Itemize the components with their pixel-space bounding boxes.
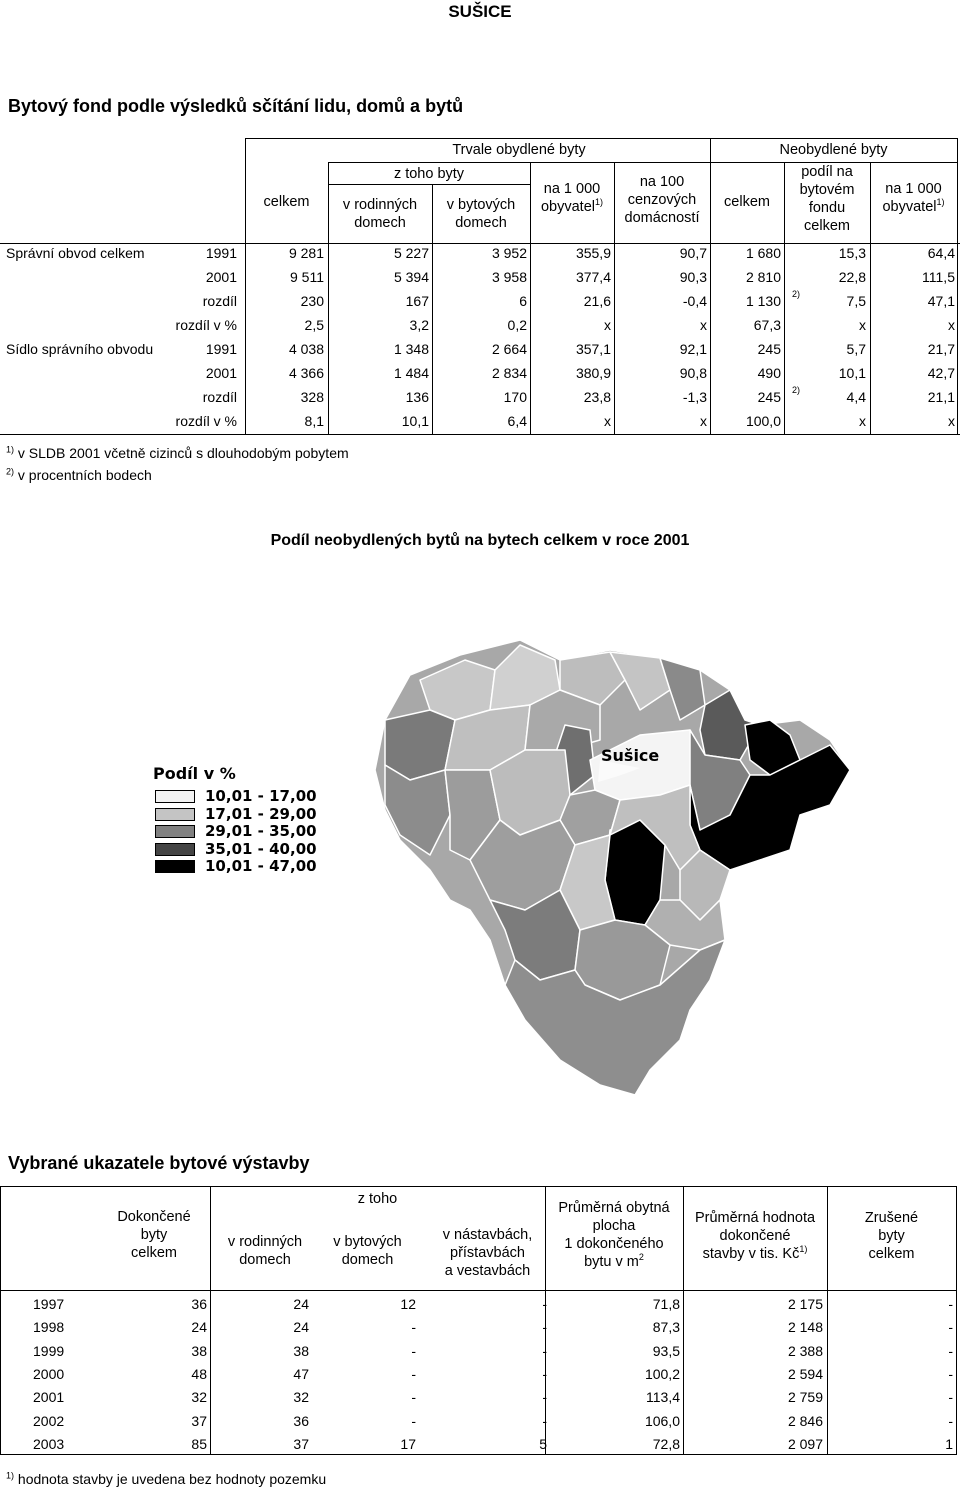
t2-cell: 71,8: [652, 1296, 680, 1312]
table-cell: 90,8: [679, 365, 707, 381]
table-cell: 230: [300, 293, 324, 309]
t2-year: 2001: [33, 1389, 65, 1406]
table-cell: x: [700, 317, 707, 333]
table-cell: 2,5: [304, 317, 324, 333]
t2-cell: 2 175: [787, 1296, 823, 1312]
legend-label: 10,01 - 17,00: [205, 787, 317, 805]
table-cell: 2 664: [491, 341, 527, 357]
t2-cell: 24: [293, 1296, 309, 1312]
table-cell: 9 511: [290, 269, 324, 285]
table-cell: 21,6: [583, 293, 611, 309]
map-title: Podíl neobydlených bytů na bytech celkem v roce 2001: [270, 532, 690, 549]
t2-cell: 48: [191, 1365, 207, 1382]
legend-label: 35,01 - 40,00: [205, 839, 317, 858]
legend-swatch: [155, 825, 195, 838]
table-cell: 42,7: [927, 365, 955, 381]
table-cell: 1 130: [745, 293, 781, 309]
t2-cell: 1: [945, 1435, 953, 1452]
t2-cell: -: [948, 1319, 953, 1336]
t2-cell: 32: [293, 1389, 309, 1406]
construction-table: [0, 1186, 960, 1456]
table-cell: 355,9: [575, 245, 611, 261]
map-legend-title: Podíl v %: [153, 764, 236, 783]
table-cell: 2 834: [491, 365, 527, 381]
t2-cell: -: [948, 1365, 953, 1382]
t2-cell: -: [542, 1296, 547, 1312]
t2-cell: 100,2: [644, 1365, 680, 1382]
table-cell: 92,1: [679, 341, 707, 357]
table-cell: 1 680: [745, 245, 781, 261]
table-cell: 23,8: [583, 389, 611, 405]
t2-cell: -: [542, 1365, 547, 1382]
table-cell: 21,1: [927, 389, 955, 405]
table-cell: 10,1: [838, 365, 866, 381]
t2-header-plocha: Průměrná obytná plocha 1 dokončeného bytu v $m^2$: [558, 1200, 670, 1270]
t2-cell: 106,0: [644, 1412, 680, 1429]
table-cell: 136: [405, 389, 429, 405]
table-cell: 90,7: [679, 245, 707, 261]
t2-cell: -: [542, 1342, 547, 1359]
table-cell: 22,8: [838, 269, 866, 285]
table-cell: 0,2: [507, 317, 527, 333]
header-podil-na-fondu: podíl na bytovém fondu celkem: [799, 164, 855, 234]
t2-header-dokoncene: Dokončené byty celkem: [117, 1209, 191, 1261]
legend-swatch: [155, 843, 195, 856]
t2-cell: -: [411, 1389, 416, 1406]
table-cell: x: [859, 413, 866, 429]
t2-cell: 93,5: [652, 1342, 680, 1359]
header-neobydlene-na-1000: na 1 000 obyvatel$^{1)}$: [882, 181, 945, 215]
page-title: SUŠICE: [448, 2, 512, 21]
table-cell: 2 810: [745, 269, 781, 285]
table-cell: 64,4: [927, 245, 955, 261]
table-cell: 357,1: [575, 341, 611, 357]
header-na-1000-obyvatel: na 1 000 obyvatel$^{1)}$: [540, 181, 604, 215]
section-title-construction: Vybrané ukazatele bytové výstavby: [8, 1153, 310, 1173]
row-group-label: Správní obvod celkem: [6, 245, 145, 261]
table-cell: x: [604, 413, 611, 429]
t2-cell: -: [948, 1342, 953, 1359]
t2-year: 2000: [33, 1365, 65, 1382]
table-cell: 67,3: [753, 317, 781, 333]
legend-label: 17,01 - 29,00: [205, 804, 317, 823]
row-label: 2001: [205, 365, 237, 381]
legend-swatch: [155, 860, 195, 873]
table-cell: 167: [405, 293, 429, 309]
t2-year: 2003: [33, 1435, 65, 1452]
table-cell: x: [859, 317, 866, 333]
table-cell: 245: [757, 389, 781, 405]
table-cell: 3,2: [409, 317, 429, 333]
table-cell: 245: [757, 341, 781, 357]
t2-cell: 36: [293, 1412, 309, 1429]
table-cell: 328: [300, 389, 324, 405]
t2-header-zrusene: Zrušené byty celkem: [864, 1210, 919, 1262]
table-cell: 8,1: [304, 413, 324, 429]
row-label: 1991: [205, 245, 237, 261]
table-cell: 3 952: [491, 245, 527, 261]
footnote-2: $^{2)}$ v procentních bodech: [6, 466, 152, 483]
t2-cell: 36: [191, 1296, 207, 1312]
row-label: rozdíl: [202, 293, 237, 309]
t2-cell: 24: [293, 1319, 309, 1336]
header-rodinnych-domech: v rodinných domech: [342, 197, 418, 231]
t2-cell: -: [411, 1412, 416, 1429]
table-cell: 380,9: [575, 365, 611, 381]
t2-cell: 38: [191, 1342, 207, 1359]
table-cell: 3 958: [491, 269, 527, 285]
row-label: rozdíl v %: [175, 413, 237, 429]
t2-cell: -: [542, 1319, 547, 1336]
table-cell: -1,3: [682, 389, 707, 405]
row-group-label: Sídlo správního obvodu: [6, 341, 154, 357]
table-cell: 377,4: [575, 269, 611, 285]
legend-swatch: [155, 790, 195, 803]
t2-cell: 12: [400, 1296, 416, 1312]
footnote-construction: $^{1)}$ hodnota stavby je uvedena bez hodnoty pozemku: [6, 1470, 327, 1487]
housing-stock-table: Trvale obydlené byty Neobydlené byty z toho byty celkem v rodinných domech v bytových domech na 1 000 obyvatel$^{1)}$ na 100 cenzových domácností celkem podíl na bytovém fondu celkem na 1 000 obyvatel$^{1)}$ Správní obvod celkem 1991 9 281 5 227 3 952 355,9 90,7 1 680 15,3 64,4 2001 9 511 5 394 3 958 377,4 90,3 2 810 22,8 111,5 rozdíl 230 167 6 21,6 -0,4 1 130 7,5 47,1 2) rozdíl v % 2,5 3,2 0,2 x x 67,3 x x Sídlo správního obvodu 1991 4 038 1 348 2 664 357,1 92,1 245 5,7 21,7 2001 4 366 1 484 2 834 380,9 90,8 490 10,1 42,7 rozdíl 328 136 170 23,8 -1,3 245 4,4 21,1 2) rozdíl v % 8,1 10,1 6,4 x x 100,0 x x: [0, 138, 960, 433]
t2-header-nastavbach: v nástavbách, přístavbách a vestavbách: [442, 1227, 533, 1279]
t2-cell: 2 097: [787, 1435, 823, 1452]
t2-cell: -: [948, 1389, 953, 1406]
t2-header-hodnota: Průměrná hodnota dokončené stavby v tis. $Kč^{1)}$: [694, 1210, 816, 1262]
t2-cell: -: [411, 1319, 416, 1336]
header-celkem: celkem: [263, 194, 310, 210]
t2-cell: 85: [191, 1435, 207, 1452]
table-cell: x: [948, 317, 955, 333]
t2-year: 2002: [33, 1412, 65, 1429]
t2-cell: 87,3: [652, 1319, 680, 1336]
table-cell: 10,1: [401, 413, 429, 429]
t2-cell: -: [948, 1296, 953, 1312]
t2-cell: 37: [293, 1435, 309, 1452]
t2-cell: 5: [539, 1435, 547, 1452]
t2-cell: 24: [191, 1319, 207, 1336]
table-cell: 170: [503, 389, 527, 405]
legend-label: 29,01 - 35,00: [205, 822, 317, 840]
map-town-label: Sušice: [601, 746, 660, 765]
table-cell: 111,5: [922, 269, 955, 285]
table-cell: 4,4: [846, 389, 866, 405]
table-cell: 1 348: [393, 341, 429, 357]
table-cell: 490: [757, 365, 781, 381]
t2-cell: 47: [293, 1365, 309, 1382]
legend-label: 10,01 - 47,00: [205, 857, 317, 875]
t2-cell: -: [542, 1412, 547, 1429]
legend-swatch: [155, 808, 195, 821]
t2-cell: 2 148: [787, 1319, 823, 1336]
t2-cell: 2 388: [787, 1342, 823, 1359]
t2-cell: 72,8: [652, 1435, 680, 1452]
t2-cell: 113,4: [646, 1389, 680, 1406]
row-label: 2001: [205, 269, 237, 285]
header-na-100-domacnosti: na 100 cenzových domácností: [624, 174, 700, 226]
table-cell: 21,7: [927, 341, 955, 357]
t2-year: 1998: [33, 1319, 65, 1336]
t2-year: 1999: [33, 1342, 65, 1359]
t2-cell: 32: [191, 1389, 207, 1406]
row-label: rozdíl: [202, 389, 237, 405]
t2-cell: -: [948, 1412, 953, 1429]
t2-cell: -: [411, 1342, 416, 1359]
table-cell: 90,3: [679, 269, 707, 285]
table-cell: 5 394: [393, 269, 429, 285]
table-cell: 5,7: [846, 341, 866, 357]
header-trvale-obydlene: Trvale obydlené byty: [452, 142, 586, 158]
table-cell: x: [948, 413, 955, 429]
table-cell: -0,4: [682, 293, 707, 309]
t2-header-rodinnych: v rodinných domech: [227, 1234, 303, 1268]
table-cell: 15,3: [838, 245, 866, 261]
t2-cell: 2 594: [787, 1365, 823, 1382]
t2-cell: 38: [293, 1342, 309, 1359]
table-cell: x: [604, 317, 611, 333]
table-cell: 6: [519, 293, 527, 309]
t2-cell: 2 759: [787, 1389, 823, 1406]
table-cell: 5 227: [393, 245, 429, 261]
table-cell: 47,1: [927, 293, 955, 309]
t2-header-z-toho: z toho: [357, 1191, 398, 1207]
header-bytovych-domech: v bytových domech: [446, 197, 516, 231]
table-cell: 1 484: [393, 365, 429, 381]
t2-cell: -: [542, 1389, 547, 1406]
t2-cell: 17: [400, 1435, 416, 1452]
table-cell: 4 366: [288, 365, 324, 381]
row-label: 1991: [205, 341, 237, 357]
footnote-1: $^{1)}$ v SLDB 2001 včetně cizinců s dlouhodobým pobytem: [6, 444, 349, 461]
t2-header-bytovych: v bytových domech: [333, 1234, 402, 1268]
table-cell: 6,4: [507, 413, 527, 429]
table-cell: 4 038: [288, 341, 324, 357]
header-neobydlene: Neobydlené byty: [779, 142, 888, 158]
table-cell: 7,5: [846, 293, 866, 309]
header-neobydlene-celkem: celkem: [724, 194, 770, 210]
row-label: rozdíl v %: [175, 317, 237, 333]
header-z-toho-byty: z toho byty: [393, 166, 465, 182]
table-cell: 100,0: [745, 413, 781, 429]
t2-cell: -: [411, 1365, 416, 1382]
section-title-housing-stock: Bytový fond podle výsledků sčítání lidu, domů a bytů: [8, 96, 464, 116]
district-choropleth-map: [0, 600, 960, 1100]
t2-cell: 37: [191, 1412, 207, 1429]
t2-cell: 2 846: [787, 1412, 823, 1429]
table-cell: x: [700, 413, 707, 429]
table-cell: 9 281: [288, 245, 324, 261]
t2-year: 1997: [33, 1296, 65, 1312]
